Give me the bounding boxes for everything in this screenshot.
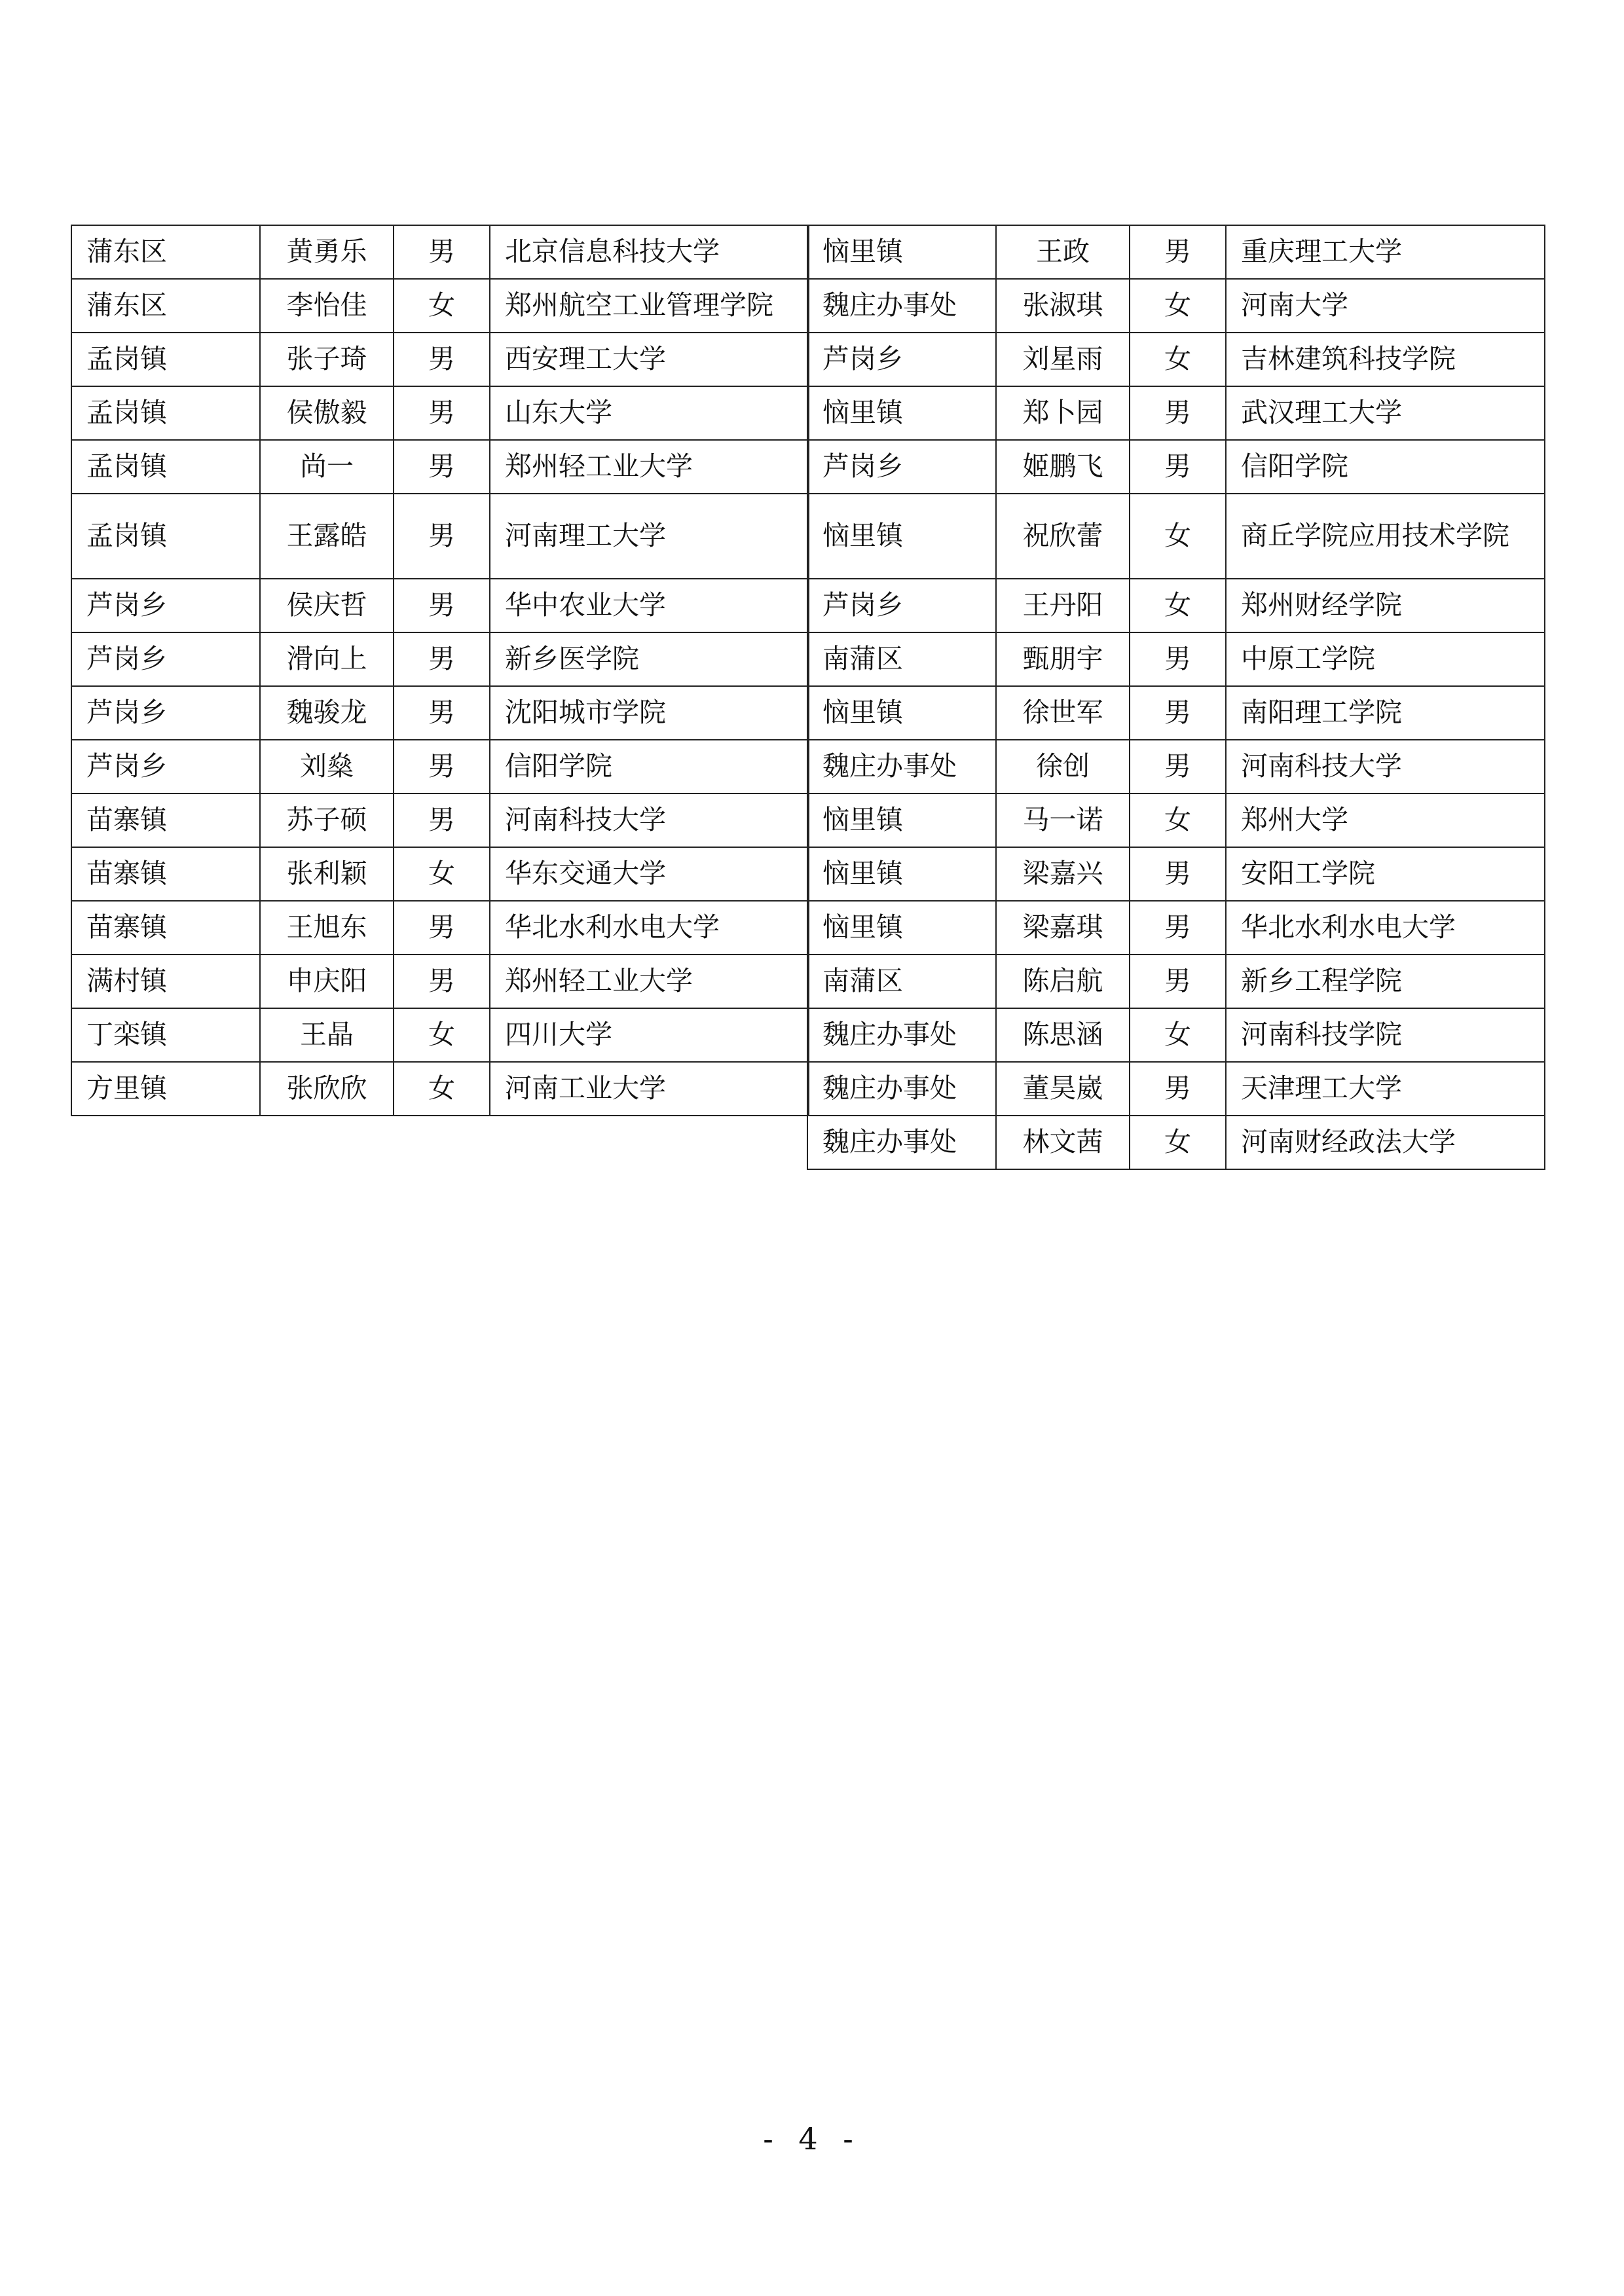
table-row <box>807 1008 1545 1062</box>
cell-sex: 男 <box>1130 686 1226 740</box>
cell-town: 蒲东区 <box>71 279 260 333</box>
table-row <box>807 632 1545 686</box>
cell-name: 王晶 <box>260 1008 394 1062</box>
cell-school: 四川大学 <box>490 1008 809 1062</box>
table-row <box>807 386 1545 440</box>
table-row <box>807 494 1545 579</box>
cell-school: 沈阳城市学院 <box>490 686 809 740</box>
cell-sex: 女 <box>1130 579 1226 632</box>
cell-school: 安阳工学院 <box>1226 847 1545 901</box>
cell-sex: 女 <box>394 279 490 333</box>
cell-name: 黄勇乐 <box>260 225 394 279</box>
cell-name: 苏子硕 <box>260 793 394 847</box>
cell-sex: 男 <box>394 740 490 793</box>
cell-town: 恼里镇 <box>807 386 996 440</box>
cell-school: 河南大学 <box>1226 279 1545 333</box>
cell-town: 满村镇 <box>71 955 260 1008</box>
cell-school: 信阳学院 <box>1226 440 1545 494</box>
cell-name: 刘燊 <box>260 740 394 793</box>
cell-school: 天津理工大学 <box>1226 1062 1545 1116</box>
cell-town: 孟岗镇 <box>71 494 260 579</box>
cell-town: 南蒲区 <box>807 632 996 686</box>
cell-name: 陈启航 <box>996 955 1130 1008</box>
cell-town: 芦岗乡 <box>807 333 996 386</box>
cell-sex: 男 <box>1130 901 1226 955</box>
cell-name: 魏骏龙 <box>260 686 394 740</box>
cell-sex: 男 <box>394 793 490 847</box>
cell-sex: 男 <box>1130 632 1226 686</box>
table-row <box>71 632 809 686</box>
cell-school: 华北水利水电大学 <box>490 901 809 955</box>
cell-name: 姬鹏飞 <box>996 440 1130 494</box>
cell-school: 河南财经政法大学 <box>1226 1116 1545 1169</box>
cell-school: 南阳理工学院 <box>1226 686 1545 740</box>
cell-name: 滑向上 <box>260 632 394 686</box>
cell-sex: 女 <box>394 847 490 901</box>
cell-school: 河南工业大学 <box>490 1062 809 1116</box>
cell-sex: 男 <box>1130 225 1226 279</box>
cell-name: 郑卜园 <box>996 386 1130 440</box>
table-row <box>807 279 1545 333</box>
cell-town: 孟岗镇 <box>71 386 260 440</box>
cell-school: 河南科技学院 <box>1226 1008 1545 1062</box>
table-row <box>71 901 809 955</box>
table-row <box>71 279 809 333</box>
cell-school: 河南科技大学 <box>490 793 809 847</box>
cell-name: 甄朋宇 <box>996 632 1130 686</box>
table-row <box>71 793 809 847</box>
table-row <box>807 1062 1545 1116</box>
cell-name: 侯庆哲 <box>260 579 394 632</box>
table-row <box>807 333 1545 386</box>
cell-sex: 男 <box>1130 847 1226 901</box>
cell-sex: 男 <box>1130 740 1226 793</box>
cell-sex: 男 <box>394 225 490 279</box>
cell-sex: 男 <box>394 955 490 1008</box>
cell-sex: 男 <box>1130 955 1226 1008</box>
cell-town: 苗寨镇 <box>71 847 260 901</box>
table-row <box>71 579 809 632</box>
cell-sex: 男 <box>394 440 490 494</box>
table-row <box>71 847 809 901</box>
roster-table-right <box>807 225 1545 1170</box>
cell-name: 刘星雨 <box>996 333 1130 386</box>
cell-name: 徐世军 <box>996 686 1130 740</box>
cell-town: 魏庄办事处 <box>807 1008 996 1062</box>
cell-name: 林文茜 <box>996 1116 1130 1169</box>
table-row <box>807 901 1545 955</box>
cell-name: 王政 <box>996 225 1130 279</box>
cell-town: 孟岗镇 <box>71 440 260 494</box>
cell-sex: 男 <box>394 632 490 686</box>
cell-name: 李怡佳 <box>260 279 394 333</box>
cell-name: 祝欣蕾 <box>996 494 1130 579</box>
cell-sex: 男 <box>394 901 490 955</box>
cell-school: 河南科技大学 <box>1226 740 1545 793</box>
cell-sex: 男 <box>394 333 490 386</box>
roster-table-left <box>71 225 809 1116</box>
cell-town: 魏庄办事处 <box>807 740 996 793</box>
table-row <box>71 494 809 579</box>
table-row <box>71 225 809 279</box>
cell-town: 芦岗乡 <box>807 440 996 494</box>
cell-town: 芦岗乡 <box>71 740 260 793</box>
table-row <box>71 440 809 494</box>
table-row <box>71 740 809 793</box>
cell-school: 信阳学院 <box>490 740 809 793</box>
cell-town: 恼里镇 <box>807 847 996 901</box>
table-row <box>807 740 1545 793</box>
table-row <box>71 686 809 740</box>
table-row <box>807 1116 1545 1169</box>
table-row <box>807 225 1545 279</box>
table-row <box>71 955 809 1008</box>
cell-school: 武汉理工大学 <box>1226 386 1545 440</box>
cell-sex: 男 <box>394 686 490 740</box>
cell-name: 张子琦 <box>260 333 394 386</box>
cell-town: 魏庄办事处 <box>807 1062 996 1116</box>
table-row <box>807 847 1545 901</box>
cell-name: 张淑琪 <box>996 279 1130 333</box>
table-row <box>807 686 1545 740</box>
cell-town: 丁栾镇 <box>71 1008 260 1062</box>
cell-town: 恼里镇 <box>807 901 996 955</box>
cell-school: 山东大学 <box>490 386 809 440</box>
cell-name: 张利颖 <box>260 847 394 901</box>
cell-school: 郑州轻工业大学 <box>490 955 809 1008</box>
cell-town: 魏庄办事处 <box>807 279 996 333</box>
cell-town: 恼里镇 <box>807 686 996 740</box>
table-row <box>71 1008 809 1062</box>
cell-sex: 男 <box>394 494 490 579</box>
cell-name: 王露皓 <box>260 494 394 579</box>
cell-sex: 男 <box>394 579 490 632</box>
table-row <box>807 440 1545 494</box>
cell-school: 中原工学院 <box>1226 632 1545 686</box>
cell-school: 重庆理工大学 <box>1226 225 1545 279</box>
cell-sex: 女 <box>1130 1008 1226 1062</box>
cell-town: 南蒲区 <box>807 955 996 1008</box>
cell-school: 华中农业大学 <box>490 579 809 632</box>
cell-school: 吉林建筑科技学院 <box>1226 333 1545 386</box>
cell-town: 魏庄办事处 <box>807 1116 996 1169</box>
cell-name: 申庆阳 <box>260 955 394 1008</box>
cell-town: 芦岗乡 <box>807 579 996 632</box>
cell-sex: 女 <box>394 1008 490 1062</box>
cell-sex: 女 <box>1130 494 1226 579</box>
cell-sex: 女 <box>1130 279 1226 333</box>
cell-name: 梁嘉兴 <box>996 847 1130 901</box>
cell-sex: 男 <box>1130 386 1226 440</box>
cell-school: 郑州大学 <box>1226 793 1545 847</box>
cell-name: 王旭东 <box>260 901 394 955</box>
cell-sex: 男 <box>1130 440 1226 494</box>
table-row <box>807 793 1545 847</box>
cell-school: 华东交通大学 <box>490 847 809 901</box>
cell-school: 新乡医学院 <box>490 632 809 686</box>
cell-name: 侯傲毅 <box>260 386 394 440</box>
cell-town: 恼里镇 <box>807 793 996 847</box>
cell-name: 陈思涵 <box>996 1008 1130 1062</box>
cell-sex: 男 <box>394 386 490 440</box>
cell-sex: 女 <box>1130 793 1226 847</box>
page-number: - 4 - <box>763 2121 861 2157</box>
cell-school: 北京信息科技大学 <box>490 225 809 279</box>
cell-school: 河南理工大学 <box>490 494 809 579</box>
cell-school: 西安理工大学 <box>490 333 809 386</box>
cell-school: 新乡工程学院 <box>1226 955 1545 1008</box>
cell-town: 芦岗乡 <box>71 632 260 686</box>
cell-town: 芦岗乡 <box>71 579 260 632</box>
cell-sex: 女 <box>1130 1116 1226 1169</box>
cell-name: 梁嘉琪 <box>996 901 1130 955</box>
cell-sex: 男 <box>1130 1062 1226 1116</box>
cell-town: 方里镇 <box>71 1062 260 1116</box>
cell-name: 张欣欣 <box>260 1062 394 1116</box>
cell-town: 苗寨镇 <box>71 901 260 955</box>
table-row <box>807 579 1545 632</box>
cell-school: 郑州财经学院 <box>1226 579 1545 632</box>
table-row <box>807 955 1545 1008</box>
cell-town: 蒲东区 <box>71 225 260 279</box>
cell-school: 华北水利水电大学 <box>1226 901 1545 955</box>
cell-school: 商丘学院应用技术学院 <box>1226 494 1545 579</box>
cell-school: 郑州轻工业大学 <box>490 440 809 494</box>
cell-name: 徐创 <box>996 740 1130 793</box>
cell-town: 孟岗镇 <box>71 333 260 386</box>
cell-name: 董昊崴 <box>996 1062 1130 1116</box>
table-row <box>71 1062 809 1116</box>
cell-name: 马一诺 <box>996 793 1130 847</box>
table-row <box>71 333 809 386</box>
cell-name: 王丹阳 <box>996 579 1130 632</box>
cell-sex: 女 <box>394 1062 490 1116</box>
cell-school: 郑州航空工业管理学院 <box>490 279 809 333</box>
cell-sex: 女 <box>1130 333 1226 386</box>
cell-name: 尚一 <box>260 440 394 494</box>
cell-town: 恼里镇 <box>807 494 996 579</box>
cell-town: 恼里镇 <box>807 225 996 279</box>
cell-town: 芦岗乡 <box>71 686 260 740</box>
cell-town: 苗寨镇 <box>71 793 260 847</box>
table-row <box>71 386 809 440</box>
